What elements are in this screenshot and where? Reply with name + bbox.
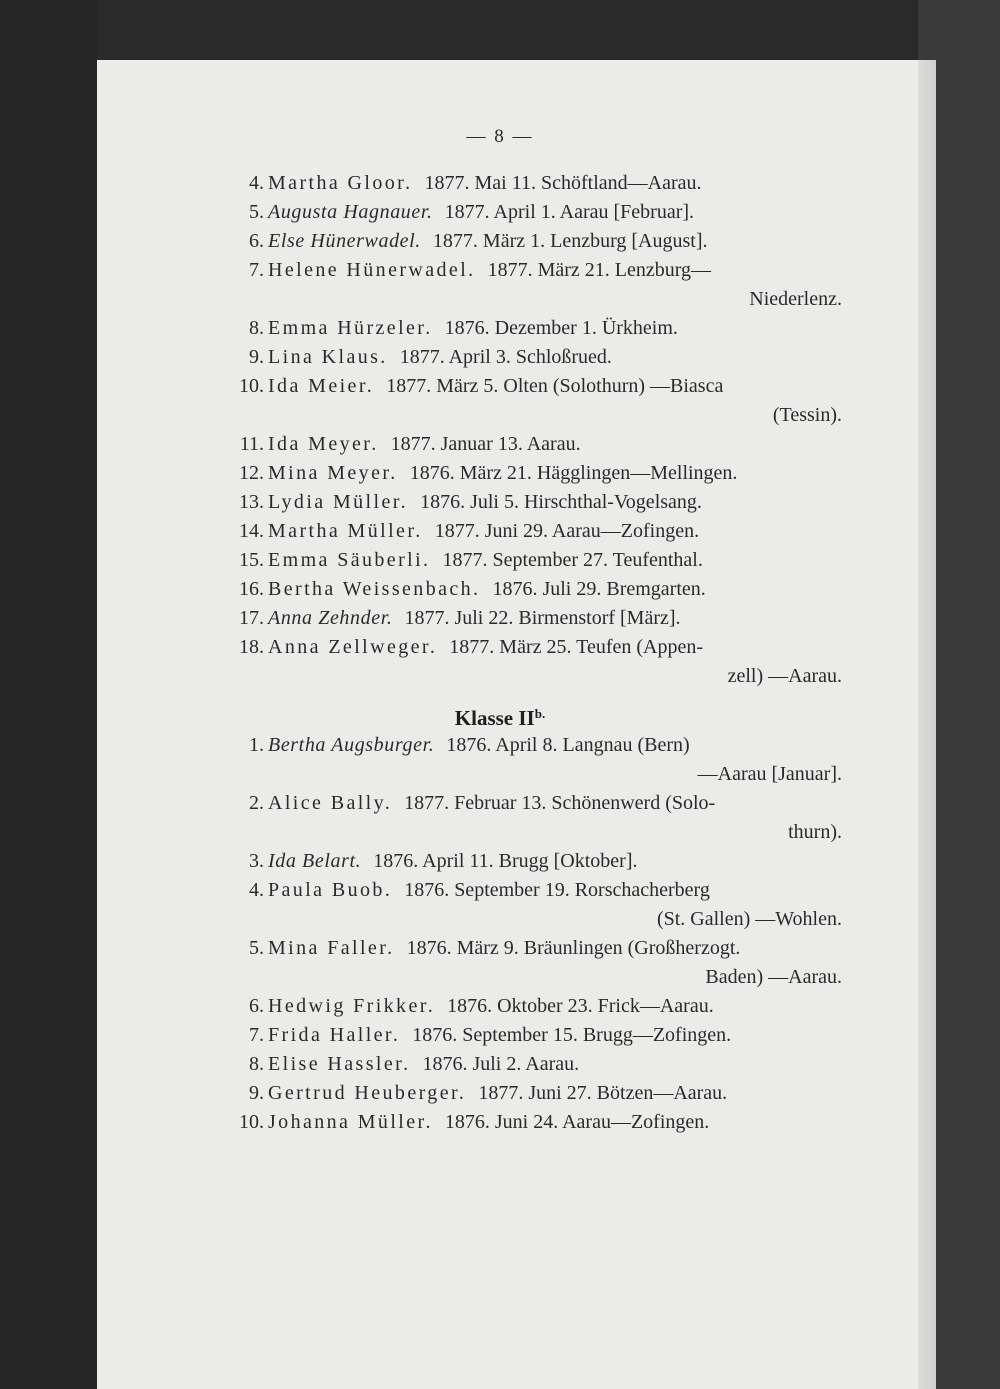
entry-details: 1876. Juli 29. Bremgarten. (492, 578, 706, 600)
entry-details: 1876. April 11. Brugg [Oktober]. (373, 850, 638, 872)
list-entry (0, 607, 1000, 636)
entry-number: 10. (239, 375, 264, 397)
list-entry (0, 578, 1000, 607)
list-entry (0, 1111, 1000, 1140)
entry-content (268, 937, 740, 960)
entry-name: Hedwig Frikker. (268, 995, 436, 1017)
entry-content (268, 1024, 731, 1047)
entry-number: 10. (239, 1111, 264, 1133)
entry-content (268, 578, 706, 601)
entry-content (268, 346, 612, 369)
entry-name: Gertrud Heuberger. (268, 1082, 467, 1104)
entry-details: 1877. März 1. Lenzburg [August]. (432, 230, 708, 252)
entry-details: 1877. März 21. Lenzburg— (487, 259, 712, 281)
entry-details: 1876. Dezember 1. Ürkheim. (444, 317, 678, 339)
entry-content (268, 850, 638, 873)
entry-continuation: (Tessin). (772, 404, 842, 426)
entry-content (268, 995, 714, 1018)
entry-number: 18. (239, 636, 264, 658)
entry-number: 17. (239, 607, 264, 629)
section-heading (0, 706, 1000, 731)
list-entry-continuation (0, 966, 1000, 995)
entry-name: Else Hünerwadel. (268, 230, 421, 252)
entry-name: Mina Faller. (268, 937, 395, 959)
entry-details: 1877. März 5. Olten (Solothurn) —Biasca (386, 375, 724, 397)
entry-number: 2. (249, 792, 264, 814)
entry-name: Bertha Weissenbach. (268, 578, 481, 600)
entry-continuation: (St. Gallen) —Wohlen. (656, 908, 842, 930)
entry-name: Emma Säuberli. (268, 549, 431, 571)
entry-content (268, 520, 699, 543)
entry-content (268, 491, 702, 514)
list-entry (0, 375, 1000, 404)
entry-number: 7. (249, 1024, 264, 1046)
entry-number: 9. (249, 346, 264, 368)
entry-content (268, 1053, 579, 1076)
entry-content (268, 375, 723, 398)
entry-content (268, 230, 708, 253)
entry-details: 1876. März 21. Hägglingen—Mellingen. (409, 462, 738, 484)
entry-details: 1877. April 1. Aarau [Februar]. (444, 201, 695, 223)
entry-name: Elise Hassler. (268, 1053, 411, 1075)
entry-details: 1877. September 27. Teufenthal. (442, 549, 703, 571)
list-entry-continuation (0, 763, 1000, 792)
list-entry (0, 1024, 1000, 1053)
list-entry (0, 995, 1000, 1024)
entry-number: 4. (249, 879, 264, 901)
list-entry (0, 937, 1000, 966)
entry-content (268, 607, 681, 630)
entry-number: 13. (239, 491, 264, 513)
entry-details: 1877. April 3. Schloßrued. (399, 346, 612, 368)
list-entry (0, 491, 1000, 520)
entry-name: Anna Zehnder. (268, 607, 393, 629)
entry-name: Johanna Müller. (268, 1111, 433, 1133)
entry-name: Ida Meyer. (268, 433, 379, 455)
entry-content (268, 317, 678, 340)
section-heading-superscript: b. (534, 706, 546, 721)
entry-number: 6. (249, 995, 264, 1017)
entry-content (268, 1082, 727, 1105)
list-entry (0, 879, 1000, 908)
entry-details: 1876. September 19. Rorschacherberg (404, 879, 710, 901)
entry-number: 3. (249, 850, 264, 872)
entry-content (268, 1111, 709, 1134)
entry-details: 1876. Oktober 23. Frick—Aarau. (447, 995, 714, 1017)
list-entry (0, 850, 1000, 879)
entry-number: 11. (239, 433, 264, 455)
list-entry (0, 792, 1000, 821)
list-entry (0, 520, 1000, 549)
entry-details: 1876. September 15. Brugg—Zofingen. (412, 1024, 732, 1046)
entry-number: 8. (249, 317, 264, 339)
list-entry (0, 230, 1000, 259)
list-entry (0, 734, 1000, 763)
list-entry-continuation (0, 404, 1000, 433)
entry-continuation: thurn). (788, 821, 842, 843)
entry-name: Alice Bally. (268, 792, 393, 814)
entry-number: 14. (239, 520, 264, 542)
list-entry (0, 346, 1000, 375)
entry-number: 15. (239, 549, 264, 571)
entry-number: 6. (249, 230, 264, 252)
entry-details: 1877. Mai 11. Schöftland—Aarau. (424, 172, 702, 194)
list-entry (0, 462, 1000, 491)
entry-number: 16. (239, 578, 264, 600)
page-number: — 8 — (466, 126, 534, 147)
entry-details: 1876. Juni 24. Aarau—Zofingen. (444, 1111, 710, 1133)
entry-details: 1876. März 9. Bräunlingen (Großherzogt. (406, 937, 741, 959)
entry-name: Martha Müller. (268, 520, 423, 542)
entry-details: 1877. Juli 22. Birmenstorf [März]. (404, 607, 681, 629)
list-entry-continuation (0, 908, 1000, 937)
entry-continuation: Niederlenz. (749, 288, 842, 310)
entry-name: Lydia Müller. (268, 491, 409, 513)
list-entry (0, 636, 1000, 665)
entry-name: Lina Klaus. (268, 346, 388, 368)
entry-content (268, 462, 737, 485)
entry-content (268, 879, 710, 902)
entry-content (268, 201, 694, 224)
entry-details: 1877. Januar 13. Aarau. (390, 433, 581, 455)
entry-number: 1. (249, 734, 264, 756)
list-entry (0, 259, 1000, 288)
entry-name: Helene Hünerwadel. (268, 259, 476, 281)
list-entry (0, 549, 1000, 578)
entry-continuation: zell) —Aarau. (727, 665, 842, 687)
list-entry-continuation (0, 665, 1000, 694)
entry-name: Augusta Hagnauer. (268, 201, 433, 223)
list-entry-continuation (0, 821, 1000, 850)
entry-name: Frida Haller. (268, 1024, 401, 1046)
entry-content (268, 172, 702, 195)
entry-name: Paula Buob. (268, 879, 393, 901)
entry-content (268, 259, 711, 282)
entry-content (268, 636, 703, 659)
entry-name: Mina Meyer. (268, 462, 398, 484)
entry-name: Ida Meier. (268, 375, 375, 397)
section-heading-text: Klasse II (454, 706, 535, 730)
entry-continuation: —Aarau [Januar]. (697, 763, 842, 785)
entry-details: 1877. Februar 13. Schönenwerd (Solo- (404, 792, 716, 814)
entry-details: 1876. Juli 5. Hirschthal-Vogelsang. (420, 491, 702, 513)
entry-details: 1877. Juni 29. Aarau—Zofingen. (434, 520, 700, 542)
entry-number: 8. (249, 1053, 264, 1075)
entry-content (268, 549, 703, 572)
entry-details: 1877. Juni 27. Bötzen—Aarau. (478, 1082, 728, 1104)
entry-name: Ida Belart. (268, 850, 362, 872)
entry-details: 1876. Juli 2. Aarau. (422, 1053, 580, 1075)
entry-number: 9. (249, 1082, 264, 1104)
entry-content (268, 792, 715, 815)
list-entry (0, 317, 1000, 346)
entry-name: Bertha Augsburger. (268, 734, 435, 756)
entry-content (268, 734, 690, 757)
entry-number: 12. (239, 462, 264, 484)
entry-details: 1877. März 25. Teufen (Appen- (449, 636, 703, 658)
list-entry (0, 1053, 1000, 1082)
list-entry (0, 172, 1000, 201)
entry-number: 4. (249, 172, 264, 194)
list-entry-continuation (0, 288, 1000, 317)
entry-name: Martha Gloor. (268, 172, 413, 194)
entry-details: 1876. April 8. Langnau (Bern) (446, 734, 690, 756)
entry-content (268, 433, 581, 456)
list-entry (0, 1082, 1000, 1111)
entry-name: Anna Zellweger. (268, 636, 438, 658)
entry-number: 7. (249, 259, 264, 281)
entry-continuation: Baden) —Aarau. (705, 966, 842, 988)
entry-number: 5. (249, 201, 264, 223)
list-entry (0, 201, 1000, 230)
list-entry (0, 433, 1000, 462)
entry-number: 5. (249, 937, 264, 959)
entry-name: Emma Hürzeler. (268, 317, 433, 339)
